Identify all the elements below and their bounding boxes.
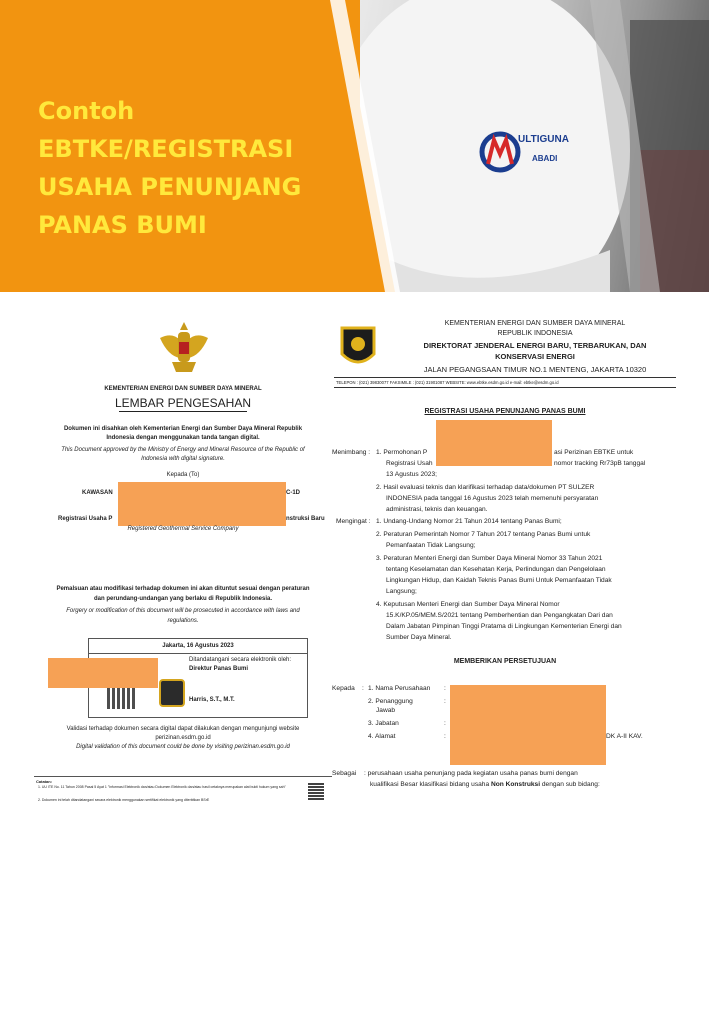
header-rule-bottom <box>334 387 676 388</box>
intro-id-line-1: Dokumen ini disahkan oleh Kementerian Energi dan Sumber Daya Mineral Republik <box>63 426 303 432</box>
mengingat-5: tentang Keselamatan dan Kesehatan Kerja, Perlindungan dan Pengelolaan <box>386 566 606 573</box>
mengingat-4: 3. Peraturan Menteri Energi dan Sumber Daya Mineral Nomor 33 Tahun 2021 <box>376 555 603 562</box>
warning-en-line-1: Forgery or modification of this document will be prosecuted in accordance with laws and <box>66 608 300 614</box>
mengingat-2: 2. Peraturan Pemerintah Nomor 7 Tahun 2017 tentang Panas Bumi untuk <box>376 531 591 538</box>
document-title: REGISTRASI USAHA PENUNJANG PANAS BUMI <box>424 408 586 415</box>
registration-line-1b: nstruksi Baru <box>286 516 325 522</box>
contact-line: TELEPON : (021) 39830077 FAKSIMILE : (021) 31901087 WEBSITE: www.ebtke.esdm.go.id e-mail: ebtke@esdm.go.id <box>336 380 559 385</box>
banner-title-line-3: USAHA PENUNJANG <box>38 173 302 201</box>
heading-underline <box>119 411 247 412</box>
field-pic-label-2: Jawab <box>376 707 396 714</box>
header-line-3: DIREKTORAT JENDERAL ENERGI BARU, TERBARUKAN, DAN <box>423 341 647 350</box>
logo-text-bottom: ABADI <box>532 154 558 163</box>
header-line-4: KONSERVASI ENERGI <box>495 352 575 361</box>
sebagai-line-2: kualifikasi Besar klasifikasi bidang usaha Non Konstruksi dengan sub bidang: <box>370 781 600 788</box>
field-company-label: 1. Nama Perusahaan <box>368 685 431 692</box>
intro-en-line-2: Indonesia with digital signature. <box>141 456 225 462</box>
menimbang-2a: Registrasi Usah <box>386 460 433 467</box>
banner-title-line-2: EBTKE/REGISTRASI <box>38 135 294 163</box>
banner-title-line-1: Contoh <box>38 97 135 125</box>
esdm-seal-icon <box>159 679 185 707</box>
garuda-emblem-icon <box>158 318 210 376</box>
menimbang-4: 2. Hasil evaluasi teknis dan klarifikasi terhadap data/dokumen PT SULZER <box>376 484 595 491</box>
signature-date: Jakarta, 16 Agustus 2023 <box>162 643 234 649</box>
mengingat-8: 4. Keputusan Menteri Energi dan Sumber Daya Mineral Nomor <box>376 601 560 608</box>
mengingat-3: Pemanfaatan Tidak Langsung; <box>386 542 476 549</box>
addressee-prefix: KAWASAN <box>82 490 113 496</box>
header-line-5: JALAN PEGANGSAAN TIMUR NO.1 MENTENG, JAKARTA 10320 <box>423 365 647 374</box>
field-address-value: DK A-II KAV. <box>606 733 643 740</box>
footnote-divider <box>34 776 332 777</box>
menimbang-label: Menimbang : <box>332 449 371 456</box>
signatory-name: Harris, S.T., M.T. <box>189 697 235 703</box>
menimbang-2b: nomor tracking Rr73pB tanggal <box>554 460 646 467</box>
approval-sheet-heading: LEMBAR PENGESAHAN <box>114 396 252 410</box>
mengingat-label: Mengingat : <box>336 518 371 525</box>
header-line-2: REPUBLIK INDONESIA <box>497 330 573 337</box>
sebagai-line-1: : perusahaan usaha penunjang pada kegiatan usaha panas bumi dengan <box>364 770 578 777</box>
redaction-box <box>48 658 158 688</box>
intro-id-line-2: Indonesia dengan menggunakan tanda tangan digital. <box>106 435 260 441</box>
sebagai-label: Sebagai <box>332 770 357 777</box>
redaction-box <box>450 685 606 765</box>
menimbang-1b: asi Perizinan EBTKE untuk <box>554 449 634 456</box>
validation-line-2: perizinan.esdm.go.id <box>155 735 211 741</box>
signature-divider <box>89 653 307 654</box>
menimbang-5: INDONESIA pada tanggal 16 Agustus 2023 telah memenuhi persyaratan <box>386 495 599 502</box>
warning-en-line-2: regulations. <box>167 618 199 624</box>
menimbang-6: administrasi, teknis dan keuangan. <box>386 506 488 513</box>
field-position-label: 3. Jabatan <box>368 720 399 727</box>
validation-line-1: Validasi terhadap dokumen secara digital dapat dilakukan dengan mengunjungi website <box>66 726 300 732</box>
field-address-label: 4. Alamat <box>368 733 396 740</box>
field-pic-label: 2. Penanggung <box>368 698 413 705</box>
registration-line-2: Registered Geothermal Service Company <box>127 526 239 532</box>
signature-title: Direktur Panas Bumi <box>189 666 249 672</box>
header-line-1: KEMENTERIAN ENERGI DAN SUMBER DAYA MINERAL <box>444 320 626 327</box>
footnote-1: 1. UU ITE No. 11 Tahun 2008 Pasal 5 Ayat 1 "Informasi Elektronik dan/atau Dokumen Elektronik dan/atau hasil cetaknya merupakan alat bukti hukum yang sah" <box>38 785 286 789</box>
banner <box>0 0 709 292</box>
redaction-box <box>436 420 552 466</box>
warning-id-line-1: Pemalsuan atau modifikasi terhadap dokumen ini akan dituntut sesuai dengan peraturan <box>56 586 310 592</box>
addressee-label: Kepada (To) <box>166 472 200 478</box>
addressee-suffix: C-1D <box>286 490 301 496</box>
footnote-heading: Catatan: <box>36 779 53 784</box>
banner-title <box>38 92 301 244</box>
qr-code-small-icon <box>308 782 324 800</box>
registration-line-1a: Registrasi Usaha P <box>58 516 113 522</box>
logo-text-top: ULTIGUNA <box>518 134 569 145</box>
mengingat-6: Lingkungan Hidup, dan Kaidah Teknis Panas Bumi Untuk Pemanfaatan Tidak <box>386 577 612 584</box>
ministry-name: KEMENTERIAN ENERGI DAN SUMBER DAYA MINERAL <box>104 386 262 392</box>
redaction-box <box>118 482 286 526</box>
menimbang-3: 13 Agustus 2023; <box>386 471 437 478</box>
intro-en-line-1: This Document approved by the Ministry of Energy and Mineral Resource of the Republic of <box>61 447 305 453</box>
kepada-label: Kepada <box>332 685 355 692</box>
approval-sheet-document <box>32 310 334 810</box>
mengingat-1: 1. Undang-Undang Nomor 21 Tahun 2014 tentang Panas Bumi; <box>376 518 562 525</box>
registration-document: KEMENTERIAN ENERGI DAN SUMBER DAYA MINERAL REPUBLIK INDONESIA DIREKTORAT JENDERAL ENERGI BARU, TERBARUKAN, DAN KONSERVASI ENERGI JALAN PEGANGSAAN TIMUR NO.1 MENTENG, JAKARTA 10320 TELEPON : (021) 39830077 FAKSIMILE : (021) 31901087 WEBSITE: www.ebtke.esdm.go.id e-mail: ebtke@esdm.go.id REGISTRASI USAHA PENUNJANG PANAS BUMI Menimbang : 1. Permohonan P asi Perizinan EBTKE untuk Registrasi Usah nomor tracking Rr73pB tanggal 13 Agustus 2023; 2. Hasil evaluasi teknis dan klarifikasi terhadap data/dokumen PT SULZER INDONESIA pada tanggal 16 Agustus 2023 telah memenuhi persyaratan administrasi, teknis dan keuangan. Mengingat : 1. Undang-Undang Nomor 21 Tahun 2014 tentang Panas Bumi; 2. Peraturan Pemerintah Nomor 7 Tahun 2017 tentang Panas Bumi untuk Pemanfaatan Tidak Langsung; 3. Peraturan Menteri Energi dan Sumber Daya Mineral Nomor 33 Tahun 2021 tentang Keselamatan dan Kesehatan Kerja, Perlindungan dan Pengelolaan Lingkungan Hidup, dan Kaidah Teknis Panas Bumi Untuk Pemanfaatan Tidak Langsung; 4. Keputusan Menteri Energi dan Sumber Daya Mineral Nomor 15.K/KP.05/MEM.S/2021 tentang Pemberhentian dan Pengangkatan Dari dan Dalam Jabatan Pimpinan Tinggi Pratama di Lingkungan Kementerian Energi dan Sumber Daya Mineral. MEMBERIKAN PERSETUJUAN Kepada : 1. Nama Perusahaan : 2. Penanggung : Jawab 3. Jabatan : 4. Alamat : DK A-II KAV. Sebagai : perusahaan usaha penunjang pada kegiatan usaha panas bumi dengan kualifikasi Besar klasifikasi bidang usaha Non Konstruksi dengan sub bidang: <box>330 310 680 810</box>
esdm-logo-icon <box>338 324 378 372</box>
mengingat-7: Langsung; <box>386 588 417 595</box>
validation-line-3: Digital validation of this document could be done by visiting perizinan.esdm.go.id <box>76 744 290 750</box>
warning-id-line-2: dan perundang-undangan yang berlaku di Republik Indonesia. <box>93 596 273 602</box>
mengingat-9: 15.K/KP.05/MEM.S/2021 tentang Pemberhentian dan Pengangkatan Dari dan <box>386 612 613 619</box>
footnote-2: 2. Dokumen ini telah ditandatangani secara elektronik menggunakan sertifikat elektronik yang diterbitkan BSrE <box>38 798 210 802</box>
signature-label: Ditandatangani secara elektronik oleh: <box>189 657 292 663</box>
banner-title-line-4: PANAS BUMI <box>38 211 207 239</box>
mengingat-10: Dalam Jabatan Pimpinan Tinggi Pratama di Lingkungan Kementerian Energi dan <box>386 623 622 630</box>
decision-heading: MEMBERIKAN PERSETUJUAN <box>453 658 557 665</box>
header-rule-top <box>334 377 676 378</box>
menimbang-1a: 1. Permohonan P <box>376 449 428 456</box>
mengingat-11: Sumber Daya Mineral. <box>386 634 452 641</box>
